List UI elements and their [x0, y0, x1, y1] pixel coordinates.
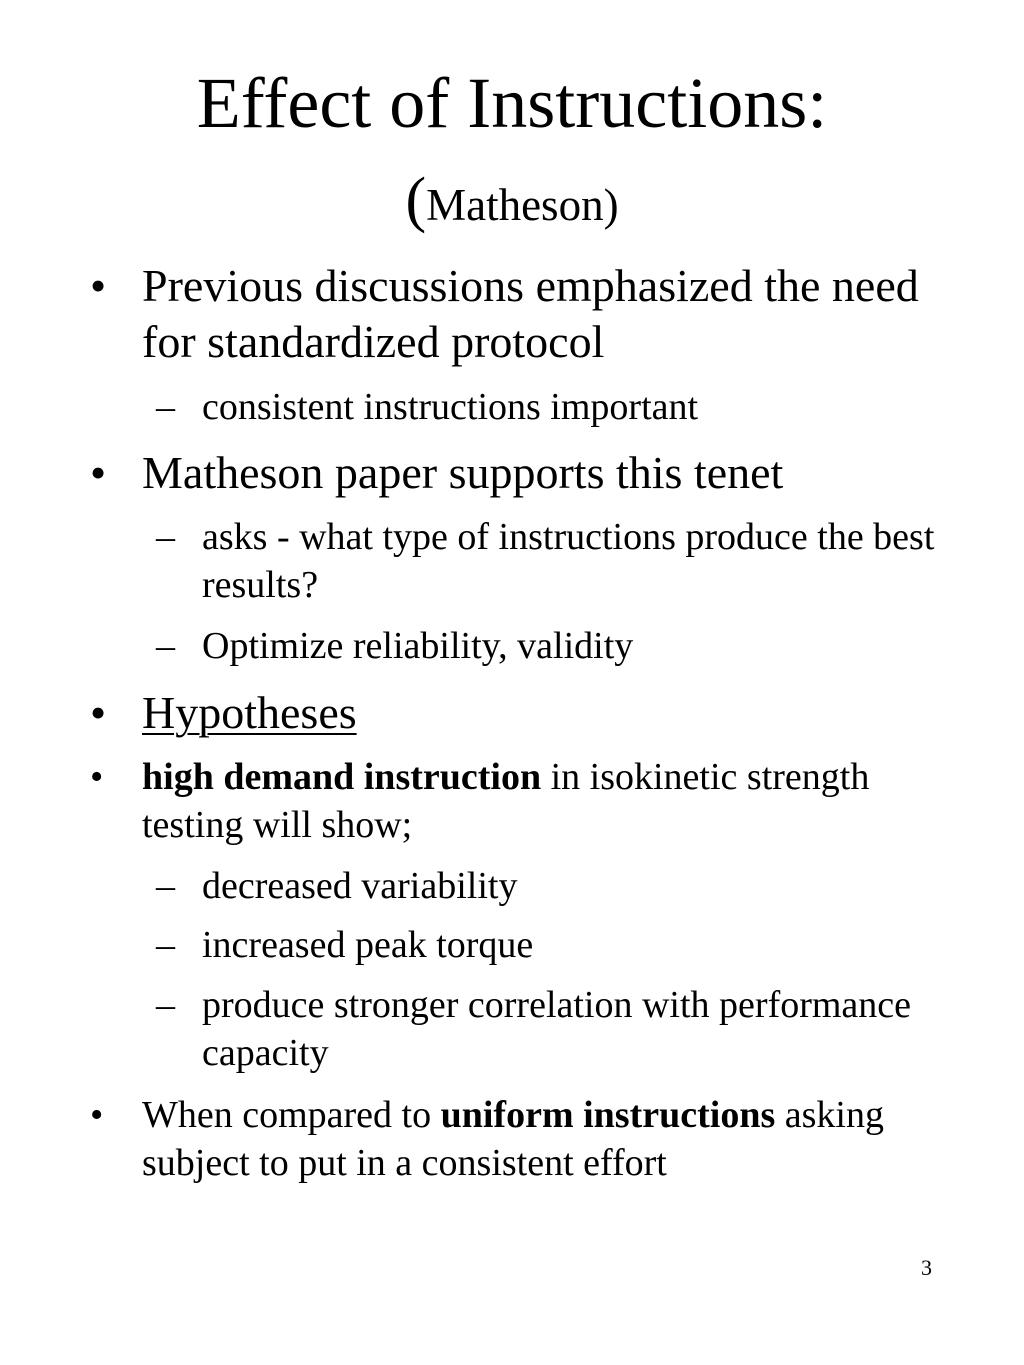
bullet-item	[90, 685, 962, 741]
bullet-item	[90, 445, 962, 501]
bullet-item	[90, 1091, 962, 1187]
sub-bullet-item	[156, 921, 962, 969]
bullet-text: asking subject to put in a consistent effort	[142, 1094, 884, 1184]
sub-bullet-item	[156, 981, 962, 1077]
dash-marker: –	[156, 625, 175, 667]
bullet-marker: •	[90, 687, 107, 738]
dash-marker: –	[156, 865, 175, 907]
sub-bullet-item	[156, 862, 962, 910]
dash-marker: –	[156, 386, 175, 428]
sub-bullet-text: increased peak torque	[202, 924, 534, 966]
page-number: 3	[921, 1255, 932, 1280]
bullet-text: When compared to	[142, 1094, 441, 1136]
dash-marker: –	[156, 984, 175, 1026]
dash-marker: –	[156, 516, 175, 558]
sub-bullet-item	[156, 383, 962, 431]
sub-bullet-item	[156, 513, 962, 609]
bullet-marker: •	[90, 756, 104, 798]
sub-bullet-text: asks - what type of instructions produce the best results?	[202, 516, 935, 606]
bullet-marker: •	[90, 260, 107, 311]
bullet-marker: •	[90, 447, 107, 498]
bullet-bold-text: high demand instruction	[142, 756, 542, 798]
sub-bullet-text: Optimize reliability, validity	[202, 625, 634, 667]
subtitle-name: Matheson)	[426, 180, 619, 230]
slide-subtitle	[0, 160, 1024, 245]
sub-bullet-text: produce stronger correlation with performance capacity	[202, 984, 912, 1074]
bullet-item	[90, 258, 962, 370]
bullet-bold-text: uniform instructions	[440, 1094, 776, 1136]
bullet-text: in isokinetic strength testing will show;	[142, 756, 870, 846]
bullet-text: Previous discussions emphasized the need for standardized protocol	[142, 260, 919, 367]
dash-marker: –	[156, 924, 175, 966]
bullet-marker: •	[90, 1094, 104, 1136]
slide-title: Effect of Instructions:	[196, 63, 828, 143]
sub-bullet-text: consistent instructions important	[202, 386, 699, 428]
bullet-text: Matheson paper supports this tenet	[142, 447, 784, 498]
sub-bullet-item	[156, 622, 962, 670]
bullet-item	[90, 753, 962, 849]
sub-bullet-text: decreased variability	[202, 865, 518, 907]
subtitle-open-paren: (	[405, 166, 427, 234]
hypotheses-heading: Hypotheses	[142, 687, 357, 738]
